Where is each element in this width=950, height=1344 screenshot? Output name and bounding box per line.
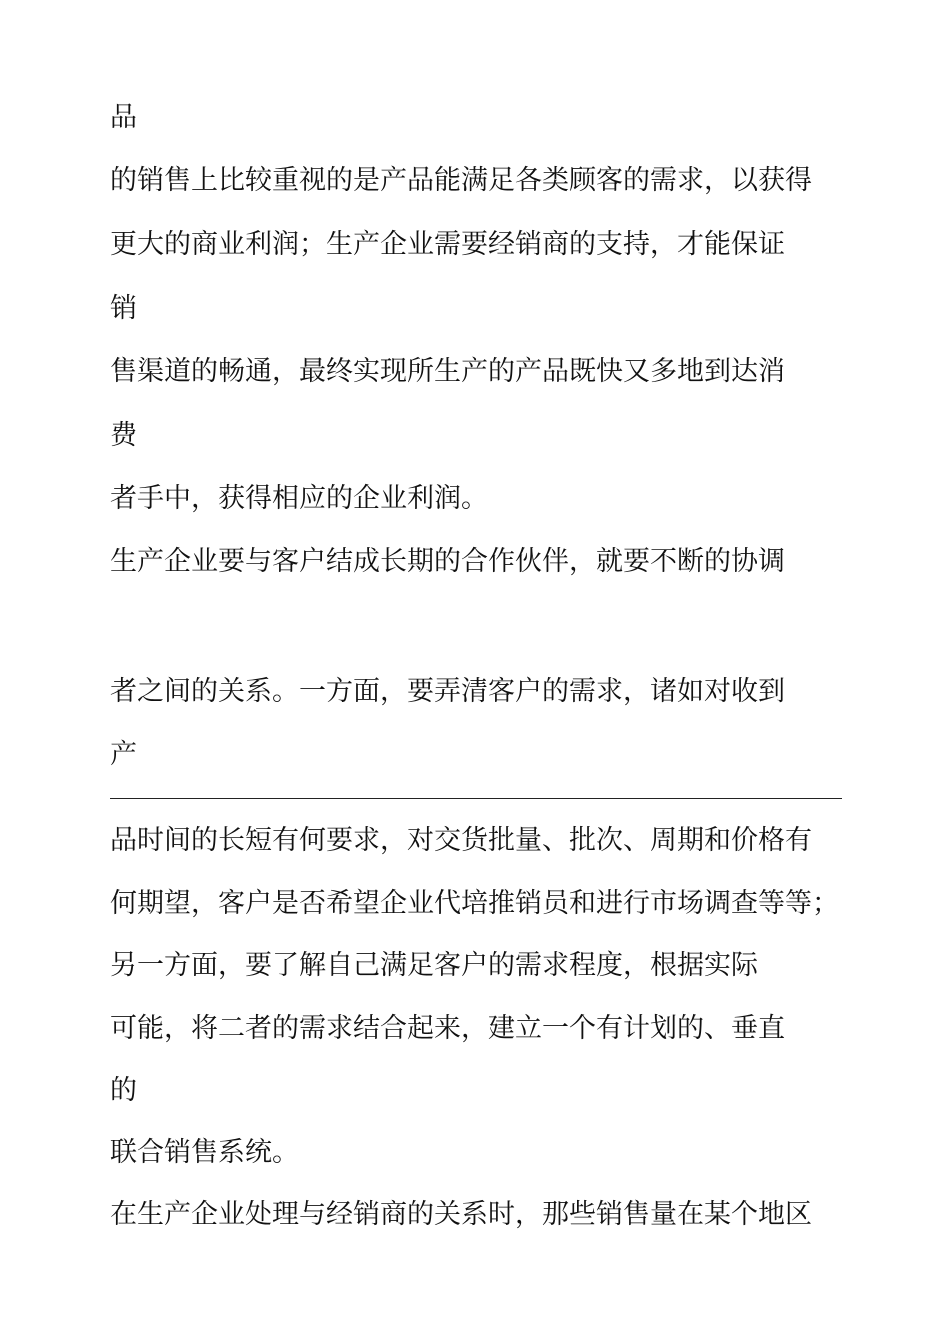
text-line: 在生产企业处理与经销商的关系时，那些销售量在某个地区 (110, 1199, 812, 1230)
text-line: 者手中，获得相应的企业利润。 (110, 483, 488, 514)
text-line: 者之间的关系。一方面，要弄清客户的需求，诸如对收到 (110, 676, 785, 707)
text-line: 的销售上比较重视的是产品能满足各类顾客的需求，以获得 (110, 165, 812, 196)
text-line: 另一方面，要了解自己满足客户的需求程度，根据实际 (110, 950, 758, 981)
text-line: 可能，将二者的需求结合起来，建立一个有计划的、垂直 (110, 1013, 785, 1044)
text-line: 售渠道的畅通，最终实现所生产的产品既快又多地到达消 (110, 356, 785, 387)
text-line: 的 (110, 1075, 137, 1106)
text-line: 品 (110, 102, 137, 133)
text-line: 销 (110, 293, 137, 324)
text-line: 更大的商业利润；生产企业需要经销商的支持，才能保证 (110, 229, 785, 260)
text-line: 产 (110, 739, 137, 770)
text-line: 联合销售系统。 (110, 1137, 299, 1168)
page-break-divider (110, 798, 842, 799)
text-line: 品时间的长短有何要求，对交货批量、批次、周期和价格有 (110, 825, 812, 856)
text-line: 何期望，客户是否希望企业代培推销员和进行市场调查等等； (110, 888, 839, 919)
text-line: 费 (110, 420, 137, 451)
text-line: 生产企业要与客户结成长期的合作伙伴，就要不断的协调 (110, 546, 785, 577)
